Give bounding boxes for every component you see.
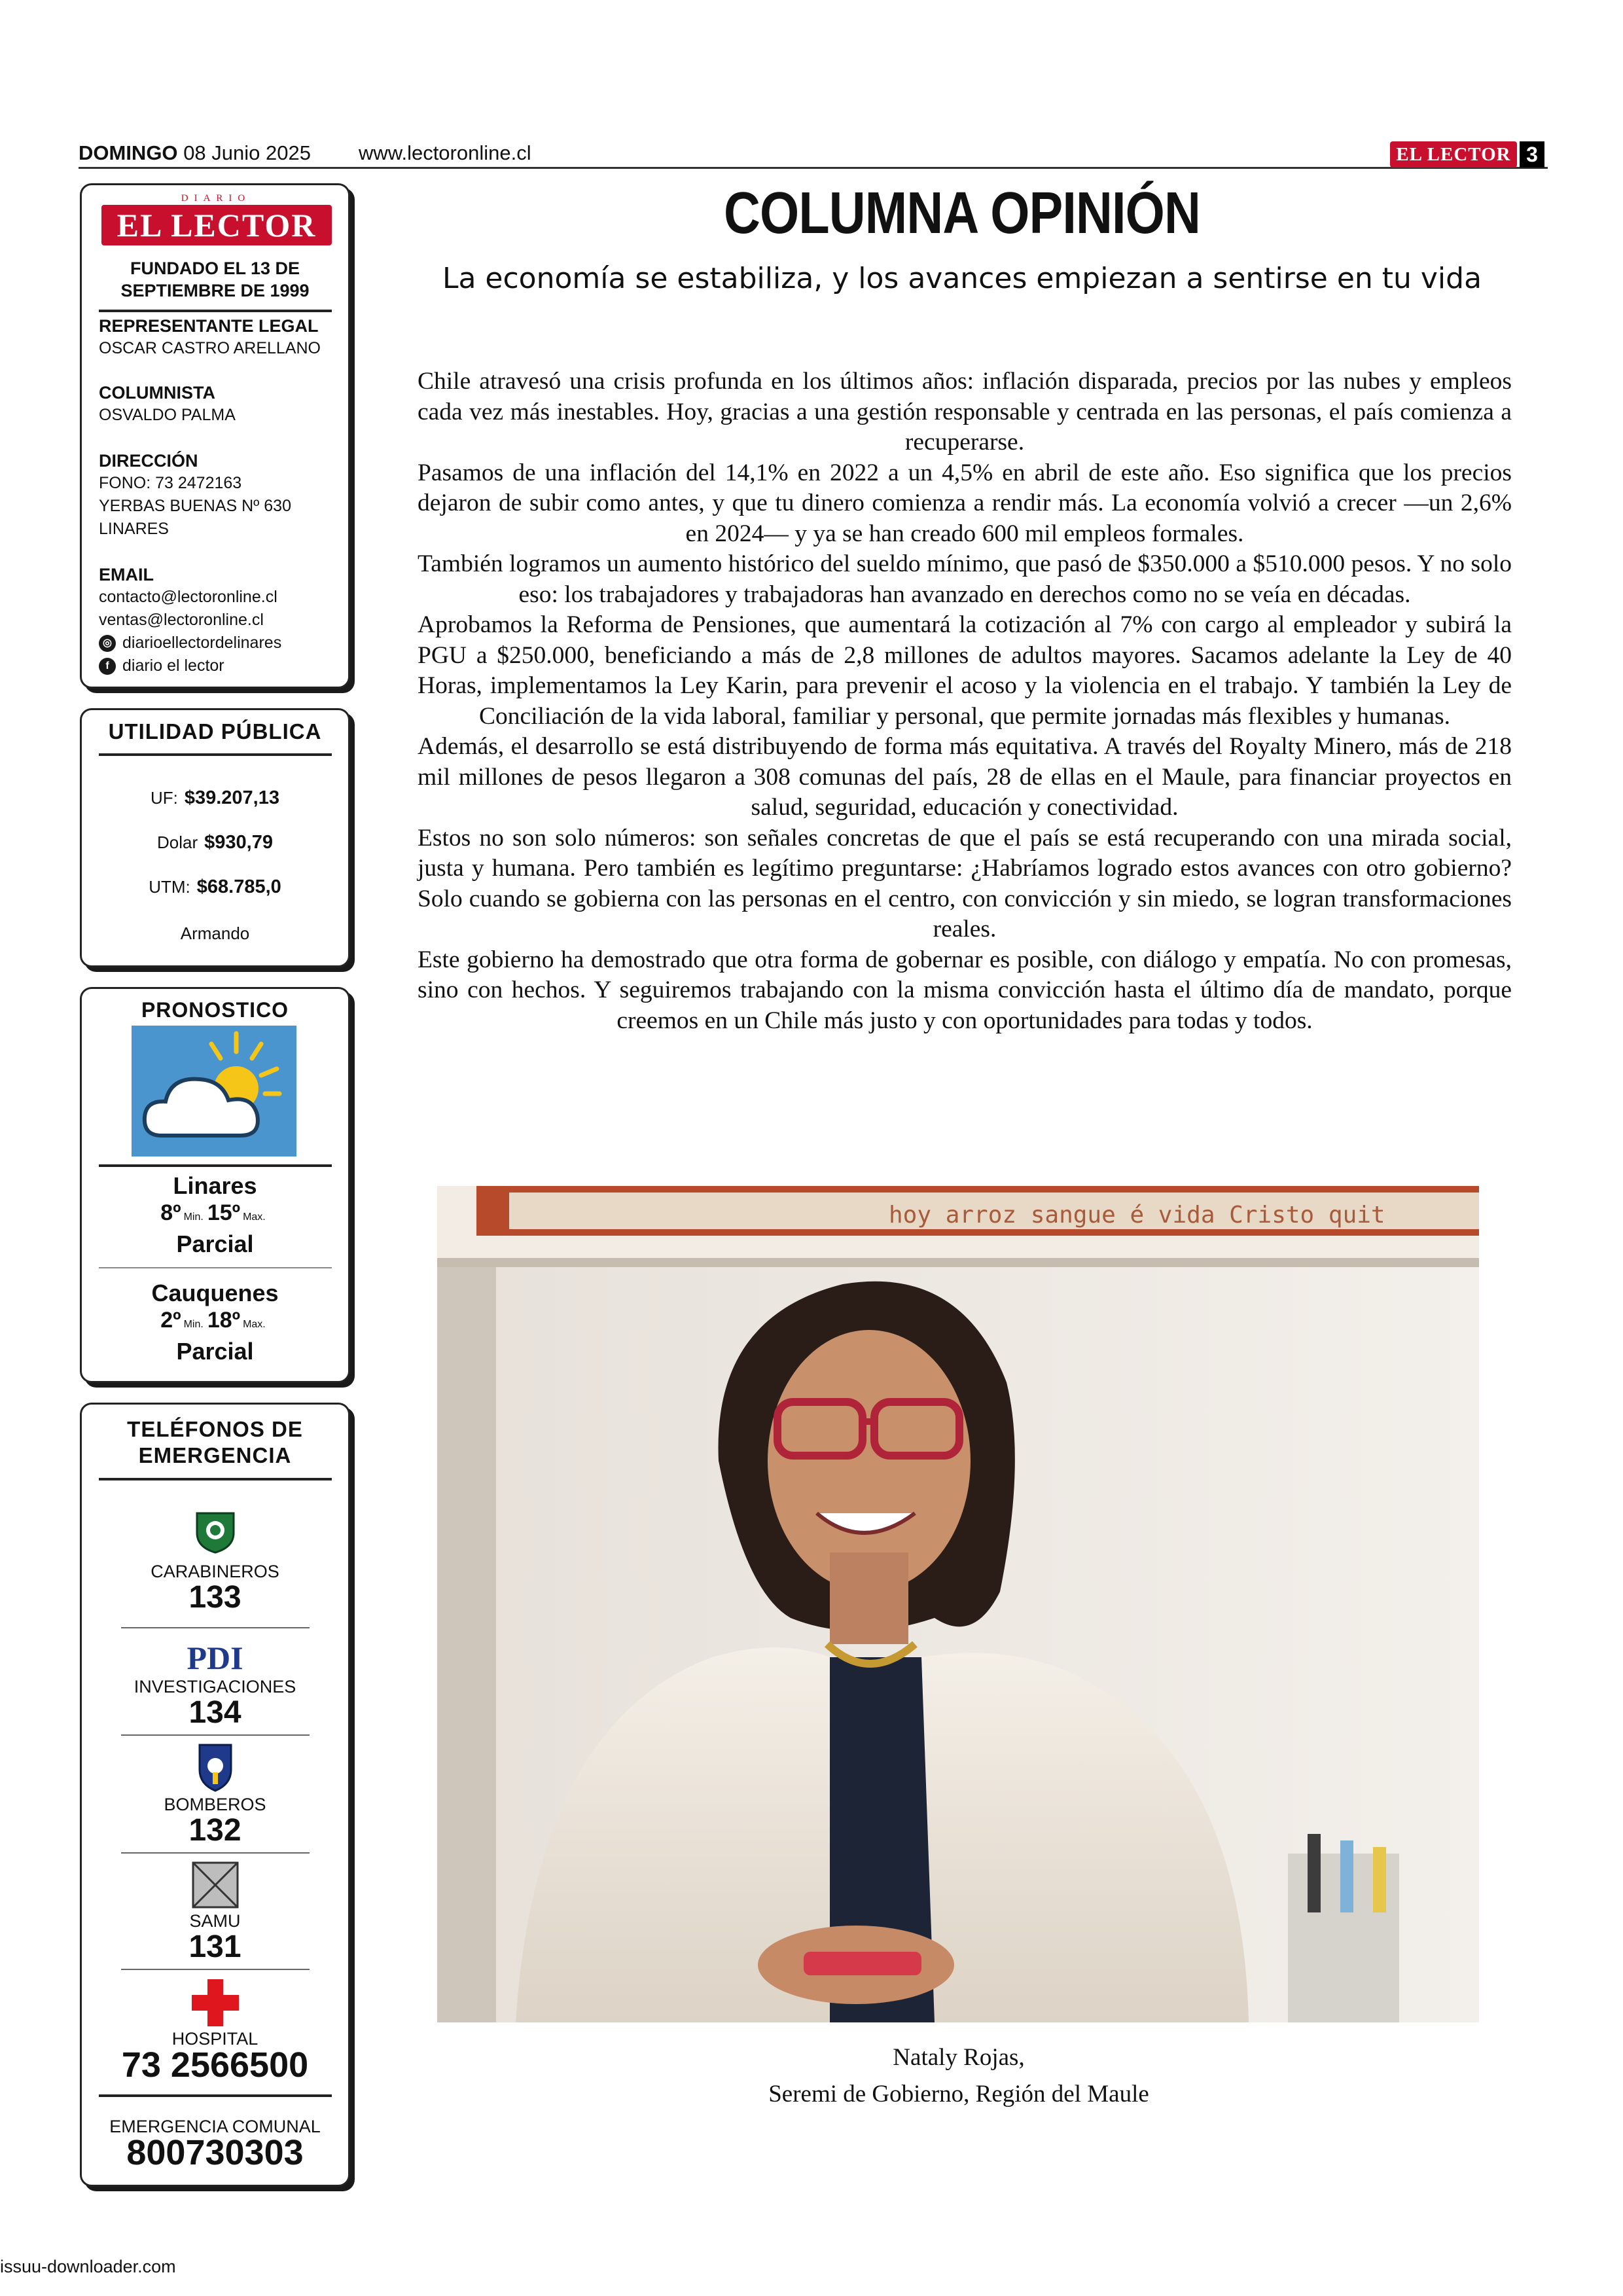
legal-name: OSCAR CASTRO ARELLANO xyxy=(99,339,321,357)
red-cross-icon xyxy=(190,1978,240,2031)
divider xyxy=(121,1969,310,1970)
utility-label: Dolar xyxy=(157,833,198,852)
city-temps xyxy=(82,1200,348,1230)
email-label: EMAIL xyxy=(99,565,154,584)
founded-text: FUNDADO EL 13 DE SEPTIEMBRE DE 1999 xyxy=(120,259,310,300)
utility-label: UTM: xyxy=(149,877,190,897)
header-date xyxy=(79,141,311,165)
emergency-title: TELÉFONOS DE EMERGENCIA xyxy=(127,1417,303,1467)
emergency-number[interactable]: 132 xyxy=(188,1813,241,1848)
header-date-text: 08 Junio 2025 xyxy=(183,141,311,164)
address-section xyxy=(99,450,341,541)
facebook-icon: f xyxy=(99,658,116,675)
utility-value: $68.785,0 xyxy=(196,876,281,897)
email-sales[interactable]: ventas@lectoronline.cl xyxy=(99,611,264,629)
divider xyxy=(99,1478,332,1480)
emergency-label: SAMU xyxy=(189,1911,241,1931)
partly-cloudy-icon xyxy=(132,1026,296,1157)
city-condition: Parcial xyxy=(176,1230,254,1257)
divider xyxy=(99,753,332,756)
photo-caption xyxy=(589,2039,1329,2113)
instagram-link[interactable] xyxy=(99,632,341,655)
city-temps xyxy=(82,1307,348,1338)
temp-max-label: Max. xyxy=(243,1319,266,1330)
temp-min-label: Min. xyxy=(183,1319,204,1330)
masthead-logo-small: DIARIO xyxy=(167,192,265,204)
masthead-logo-text: EL LECTOR xyxy=(116,207,317,243)
author-role: Seremi de Gobierno, Región del Maule xyxy=(768,2081,1149,2108)
emergency-number[interactable]: 134 xyxy=(188,1695,241,1730)
address-city: LINARES xyxy=(99,520,169,538)
article-paragraph: Aprobamos la Reforma de Pensiones, que aumentará la cotización al 7% con cargo al empleador y subirá la PGU a $250.000, beneficiando a más de 2,8 millones de adultos mayores. Sacamos adelante la Ley de 40 Horas, implementamos la Ley Karin, para prevenir el acoso y la violencia en el trabajo. Y también la Ley de Conciliación de la vida laboral, familiar y personal, que permite jornadas más flexibles y humanas. xyxy=(418,611,1512,730)
section-title: COLUMNA OPINIÓN xyxy=(723,181,1201,246)
emergency-comunal xyxy=(82,2117,348,2172)
carabineros-shield-icon xyxy=(194,1509,236,1557)
emergency-label: INVESTIGACIONES xyxy=(134,1677,296,1696)
legal-label: REPRESENTANTE LEGAL xyxy=(99,316,319,336)
emergency-label: HOSPITAL xyxy=(171,2029,259,2049)
utility-title: UTILIDAD PÚBLICA xyxy=(108,719,322,744)
emergency-number[interactable]: 800730303 xyxy=(126,2133,304,2172)
forecast-title: PRONOSTICO xyxy=(141,998,289,1022)
temp-max: 15º xyxy=(207,1200,241,1225)
city-name: Linares xyxy=(173,1172,257,1199)
article-paragraph: Estos no son solo números: son señales concretas de que el país se está recuperando con una mirada social, justa y humana. Pero también es legítimo preguntarse: ¿Habríamos logrado estos avances con otro gobierno? Solo cuando se gobierna con las personas en el centro, con convicción y sin miedo, se logran transformaciones reales. xyxy=(418,824,1512,942)
masthead-logo xyxy=(101,205,332,245)
article-paragraph: Este gobierno ha demostrado que otra forma de gobernar es posible, con diálogo y empatía. No con promesas, sino con hechos. Y seguiremos trabajando con la misma convicción hasta el último día de mandato, porque creemos en un Chile más justo y con oportunidades para todas y todos. xyxy=(418,946,1512,1034)
email-section xyxy=(99,564,341,677)
forecast-city-linares xyxy=(82,1172,348,1258)
address-street: YERBAS BUENAS Nº 630 xyxy=(99,497,291,515)
emergency-box xyxy=(80,1403,350,2187)
emergency-bomberos xyxy=(82,1795,348,1847)
temp-max-label: Max. xyxy=(243,1211,266,1223)
utility-box xyxy=(80,708,350,967)
utility-row-utm xyxy=(82,876,348,898)
emergency-samu xyxy=(82,1911,348,1964)
emergency-hospital xyxy=(82,2029,348,2085)
emergency-pdi xyxy=(82,1677,348,1729)
header-site-link[interactable]: www.lectoronline.cl xyxy=(359,141,531,164)
utility-row-dolar xyxy=(82,832,348,853)
legal-section xyxy=(99,315,341,360)
emergency-number[interactable]: 133 xyxy=(188,1580,241,1615)
utility-footer: Armando xyxy=(180,924,250,943)
temp-min: 8º xyxy=(160,1200,181,1225)
divider xyxy=(99,1267,332,1268)
article-paragraph: Pasamos de una inflación del 14,1% en 2022 a un 4,5% en abril de este año. Eso significa que los precios dejaron de subir como antes, y que tu dinero comienza a rendir más. La economía volvió a crecer —un 2,6% en 2024— y ya se han creado 600 mil empleos formales. xyxy=(418,459,1512,547)
forecast-box xyxy=(80,987,350,1383)
utility-value: $930,79 xyxy=(204,832,273,853)
article-subtitle: La economía se estabiliza, y los avances empiezan a sentirse en tu vida xyxy=(442,262,1482,295)
article-paragraph: También logramos un aumento histórico del sueldo mínimo, que pasó de $350.000 a $510.000 pesos. Y no solo eso: los trabajadores y trabajadoras han avanzado en derechos como no se veía en décadas. xyxy=(418,550,1512,608)
emergency-carabineros xyxy=(82,1562,348,1614)
temp-min-label: Min. xyxy=(183,1211,204,1223)
emergency-label: EMERGENCIA COMUNAL xyxy=(109,2117,321,2136)
utility-row-uf xyxy=(82,787,348,809)
instagram-handle: diarioellectordelinares xyxy=(122,634,282,652)
article-paragraph: Además, el desarrollo se está distribuyendo de forma más equitativa. A través del Royalty Minero, más de 218 mil millones de pesos llegaron a 308 comunas del país, 28 de ellas en el Maule, para financiar proyectos en salud, seguridad, educación y conectividad. xyxy=(418,733,1512,821)
page-header xyxy=(79,139,1548,169)
divider xyxy=(121,1627,310,1628)
divider xyxy=(121,1734,310,1736)
columnist-name: OSVALDO PALMA xyxy=(99,406,236,424)
facebook-link[interactable] xyxy=(99,655,341,677)
bomberos-badge-icon xyxy=(197,1741,234,1795)
header-day: DOMINGO xyxy=(79,141,178,164)
city-name: Cauquenes xyxy=(151,1280,279,1306)
divider xyxy=(99,2094,332,2097)
pdi-icon: PDI xyxy=(187,1640,243,1676)
samu-icon xyxy=(192,1861,239,1912)
divider xyxy=(99,1164,332,1167)
address-phone: FONO: 73 2472163 xyxy=(99,474,242,492)
divider xyxy=(99,310,332,312)
article-body xyxy=(418,367,1512,1036)
forecast-city-cauquenes xyxy=(82,1280,348,1365)
columnist-section xyxy=(99,382,341,427)
author-photo xyxy=(437,1186,1479,2022)
city-condition: Parcial xyxy=(176,1338,254,1365)
masthead-box xyxy=(80,183,350,689)
article-paragraph: Chile atravesó una crisis profunda en los últimos años: inflación disparada, precios por las nubes y empleos cada vez más inestables. Hoy, gracias a una gestión responsable y centrada en las personas, el país comienza a recuperarse. xyxy=(418,368,1512,456)
emergency-number[interactable]: 131 xyxy=(188,1929,241,1964)
utility-value: $39.207,13 xyxy=(184,787,280,808)
page-number: 3 xyxy=(1520,141,1544,168)
temp-min: 2º xyxy=(160,1308,181,1333)
instagram-icon: ◎ xyxy=(99,635,116,652)
columnist-label: COLUMNISTA xyxy=(99,383,215,403)
divider xyxy=(121,1852,310,1854)
photo-banner-text: hoy arroz sangue é vida Cristo quit xyxy=(889,1202,1385,1229)
utility-label: UF: xyxy=(150,788,178,808)
temp-max: 18º xyxy=(207,1308,241,1333)
emergency-number[interactable]: 73 2566500 xyxy=(121,2045,309,2085)
emergency-label: CARABINEROS xyxy=(151,1562,279,1581)
emergency-label: BOMBEROS xyxy=(164,1795,266,1814)
author-name: Nataly Rojas, xyxy=(893,2044,1025,2071)
address-label: DIRECCIÓN xyxy=(99,451,198,471)
header-logo: EL LECTOR xyxy=(1390,141,1517,168)
email-contact[interactable]: contacto@lectoronline.cl xyxy=(99,588,277,606)
facebook-handle: diario el lector xyxy=(122,656,224,675)
watermark: issuu-downloader.com xyxy=(0,2257,176,2276)
